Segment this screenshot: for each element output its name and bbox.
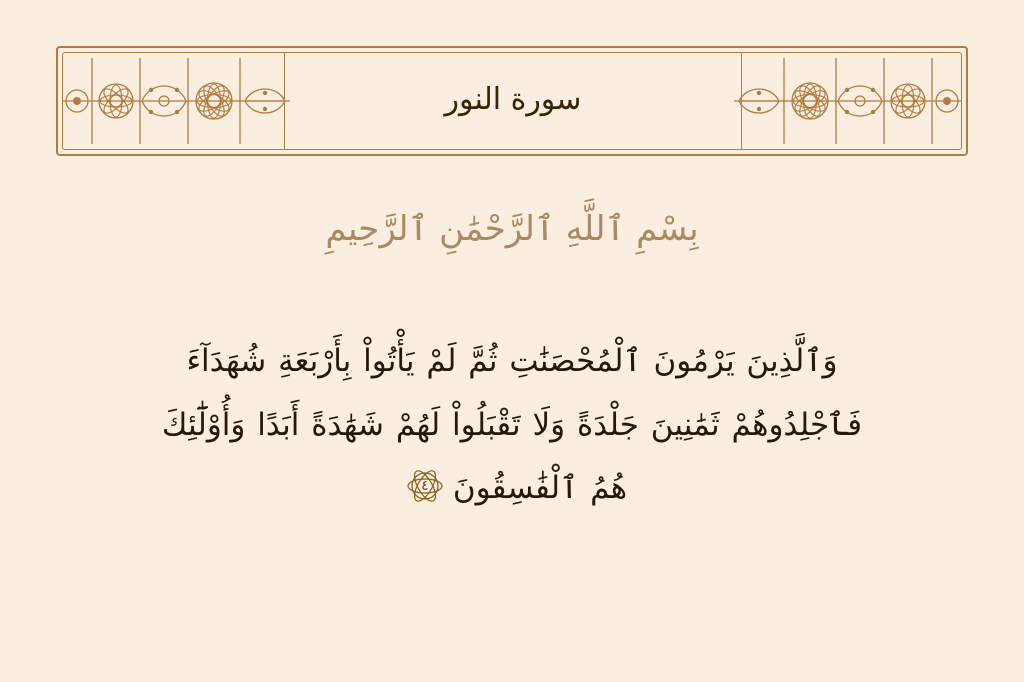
ayah-line <box>70 457 954 521</box>
ayah-line: وَٱلَّذِينَ يَرْمُونَ ٱلْمُحْصَنَٰتِ ثُمَّ لَمْ يَأْتُواْ بِأَرْبَعَةِ شُهَدَآءَ <box>186 343 838 379</box>
ayah-end-rosette-icon <box>403 464 447 508</box>
basmala-text: بِسْمِ ٱللَّهِ ٱلرَّحْمَٰنِ ٱلرَّحِيمِ <box>325 209 699 249</box>
ayah-number: ٤ <box>421 477 429 494</box>
ayah-text-block <box>70 330 954 521</box>
surah-title-panel <box>284 52 742 150</box>
floral-rosette-ornament-left-icon <box>62 52 290 150</box>
surah-title: سورة النور <box>444 81 582 117</box>
surah-header-banner <box>56 46 968 156</box>
floral-rosette-ornament-right-icon <box>734 52 962 150</box>
ayah-line: فَٱجْلِدُوهُمْ ثَمَٰنِينَ جَلْدَةً وَلَا تَقْبَلُواْ لَهُمْ شَهَٰدَةً أَبَدًا وَأُوْلَٰٓئِكَ <box>161 406 863 443</box>
ayah-line-text: هُمُ ٱلْفَٰسِقُونَ <box>452 470 628 507</box>
